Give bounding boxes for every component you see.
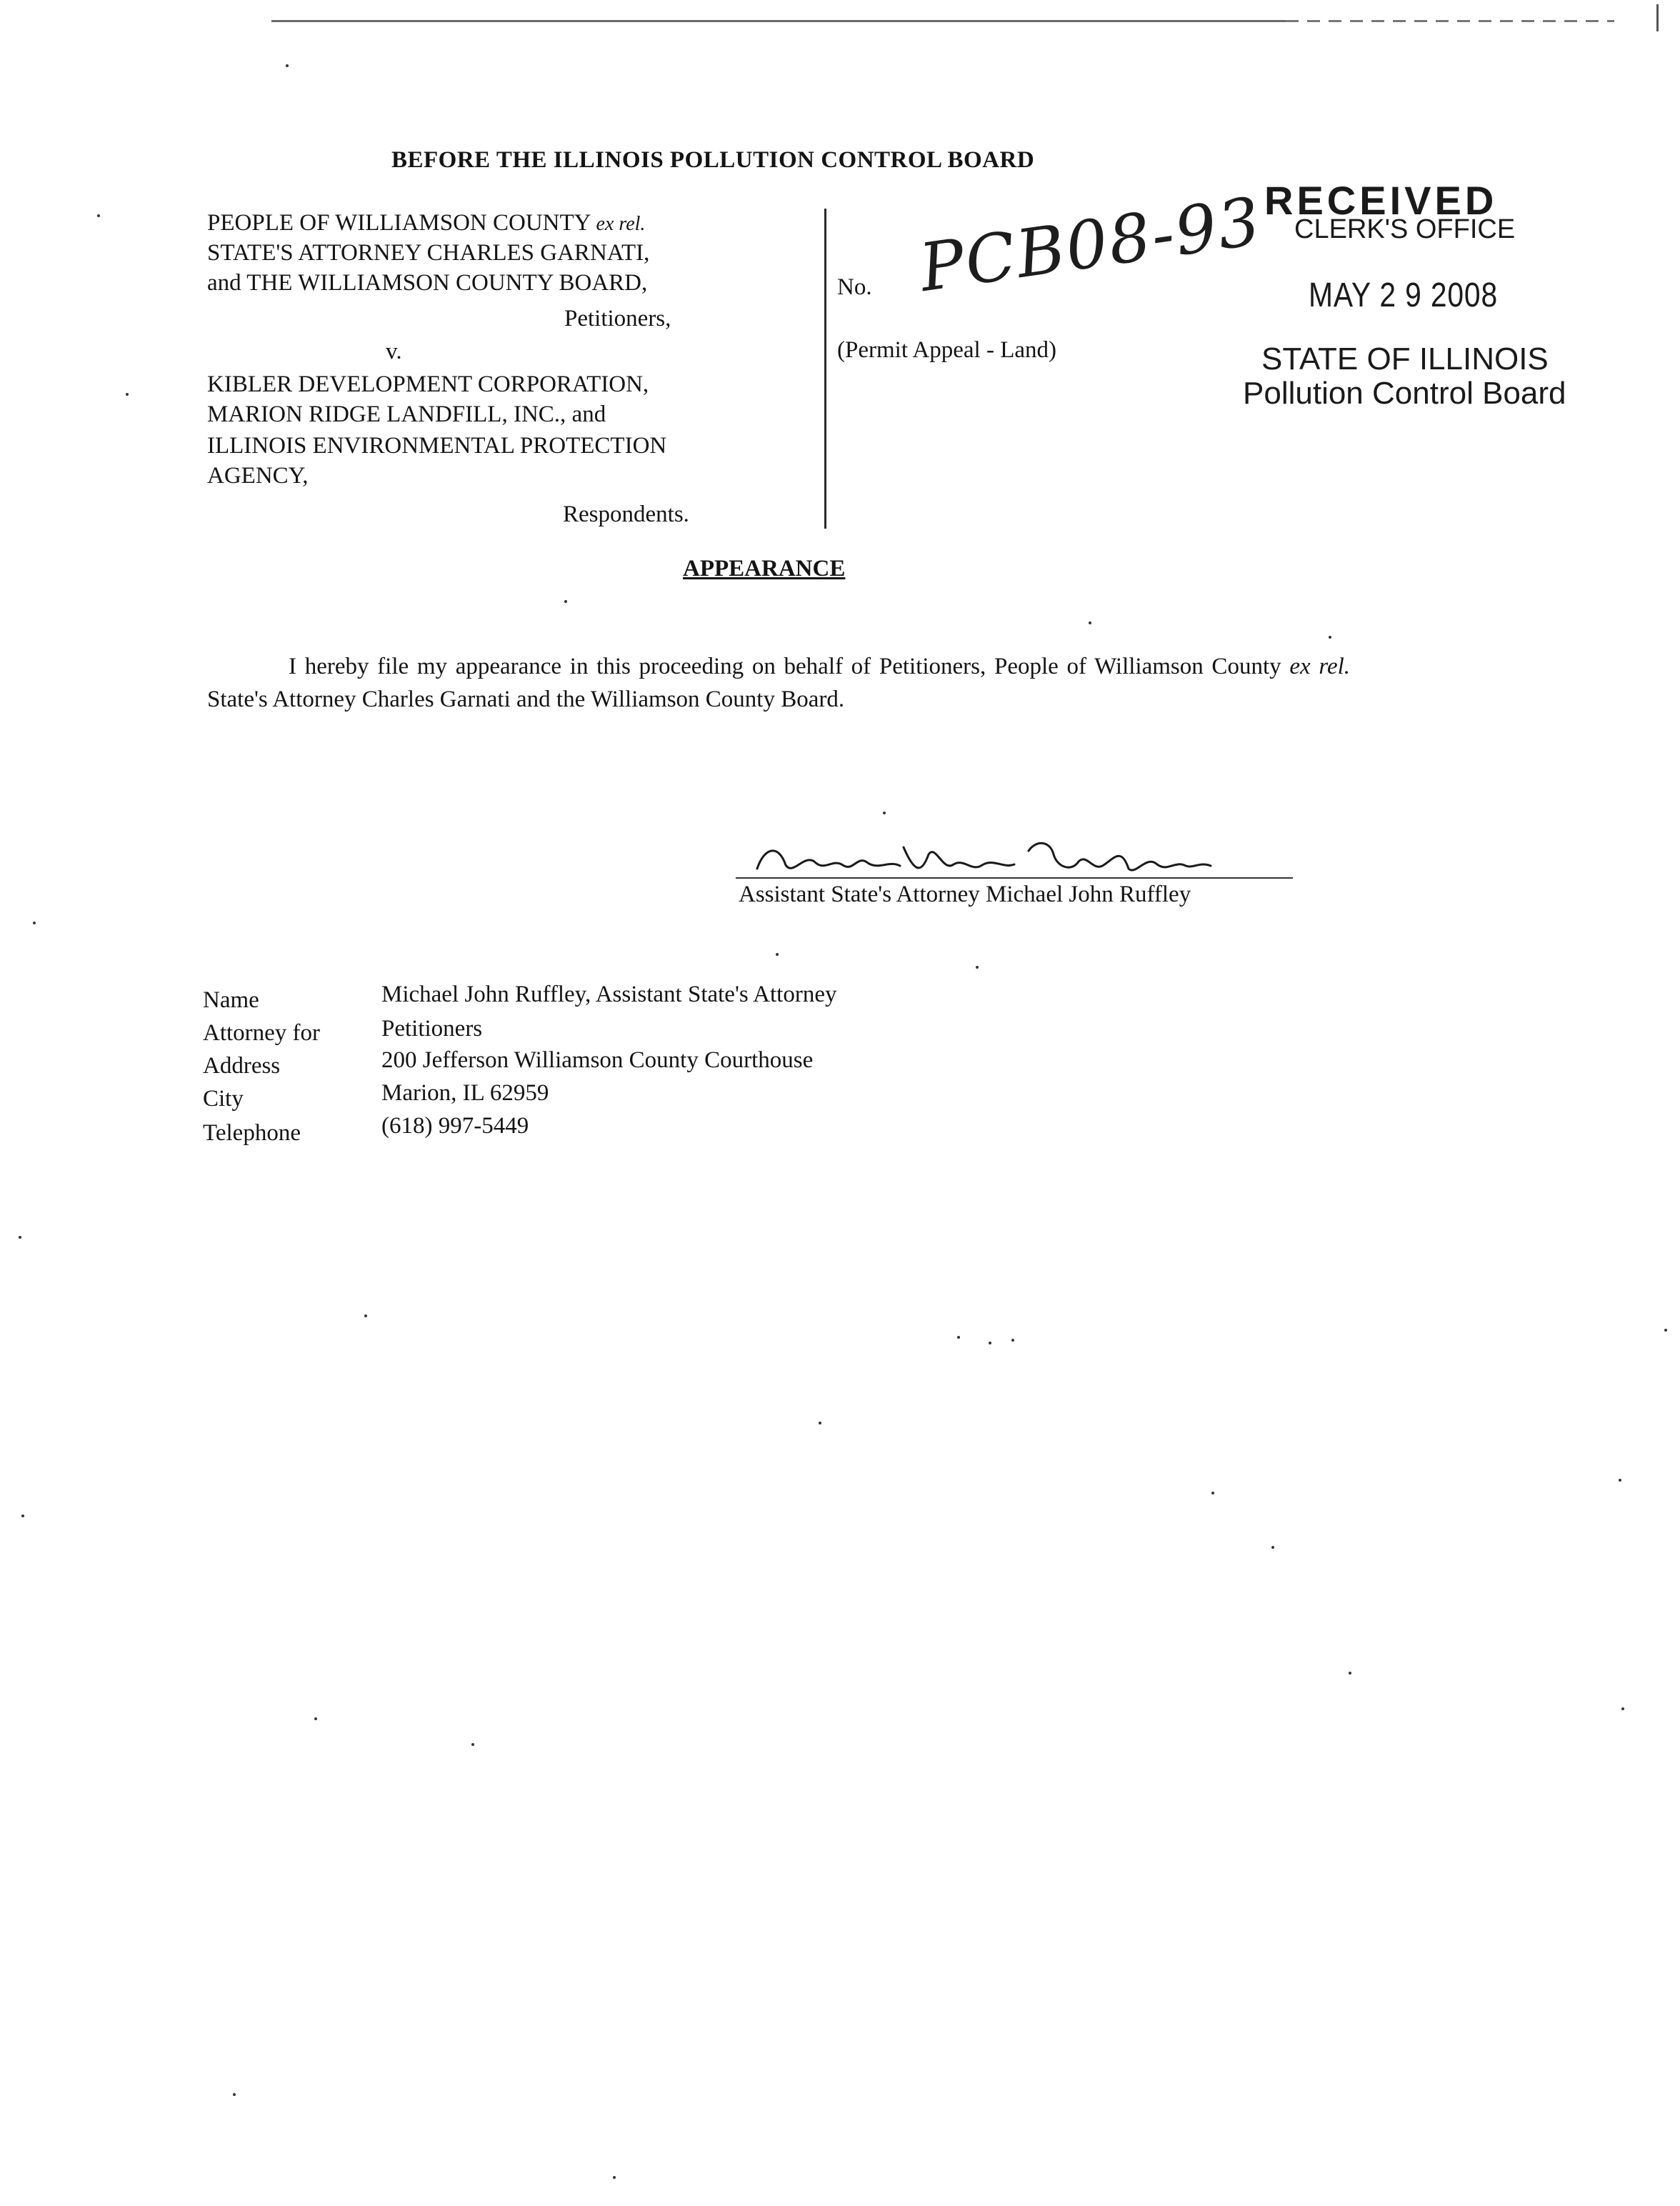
scan-speck — [613, 2176, 616, 2179]
petitioner-line-1 — [207, 209, 645, 239]
contact-value-telephone: (618) 997-5449 — [381, 1113, 529, 1139]
stamp-received: RECEIVED — [1264, 178, 1498, 223]
handwritten-signature — [736, 833, 1279, 883]
appearance-ex-rel: ex rel. — [1289, 654, 1351, 679]
respondent-line-1: KIBLER DEVELOPMENT CORPORATION, — [207, 371, 649, 397]
contact-value-attorney-for: Petitioners — [381, 1016, 483, 1042]
scan-speck — [957, 1336, 960, 1339]
petitioner-line-2: STATE'S ATTORNEY CHARLES GARNATI, — [207, 240, 650, 266]
contact-value-name: Michael John Ruffley, Assistant State's Attorney — [381, 982, 837, 1007]
case-number-label: No. — [837, 274, 872, 300]
scan-speck — [364, 1314, 367, 1317]
ex-rel-caption: ex rel. — [596, 213, 646, 235]
versus-label: v. — [386, 339, 402, 364]
stamp-clerks-office: CLERK'S OFFICE — [1294, 214, 1516, 244]
petitioner-line-1-text: PEOPLE OF WILLIAMSON COUNTY — [207, 210, 591, 236]
scan-speck — [1619, 1479, 1621, 1482]
scan-speck — [1664, 1329, 1667, 1332]
scan-speck — [564, 600, 567, 603]
respondent-line-3: ILLINOIS ENVIRONMENTAL PROTECTION — [207, 433, 667, 459]
scan-speck — [883, 812, 886, 814]
stamp-date: MAY 2 9 2008 — [1309, 276, 1499, 314]
stamp-board: Pollution Control Board — [1243, 376, 1566, 411]
respondents-label: Respondents. — [563, 501, 689, 527]
board-heading: BEFORE THE ILLINOIS POLLUTION CONTROL BOARD — [391, 147, 1035, 173]
appeal-type: (Permit Appeal - Land) — [837, 337, 1056, 363]
scan-speck — [19, 1236, 21, 1239]
scan-speck — [471, 1743, 474, 1746]
scan-speck — [1329, 636, 1331, 639]
signature-caption: Assistant State's Attorney Michael John Ruffley — [739, 882, 1191, 907]
scan-speck — [819, 1422, 821, 1424]
fax-edge-mark — [1656, 4, 1659, 31]
appearance-body-part2: State's Attorney Charles Garnati and the Williamson County Board. — [207, 687, 845, 712]
fax-top-line-dashed — [1286, 20, 1614, 22]
petitioner-line-3: and THE WILLIAMSON COUNTY BOARD, — [207, 270, 648, 296]
scan-speck — [233, 2093, 236, 2096]
respondent-line-2: MARION RIDGE LANDFILL, INC., and — [207, 401, 606, 427]
signature-line — [736, 877, 1293, 879]
contact-label-address: Address — [203, 1053, 281, 1079]
contact-label-city: City — [203, 1086, 244, 1112]
contact-value-city: Marion, IL 62959 — [381, 1080, 549, 1106]
scan-speck — [1089, 622, 1091, 624]
appearance-body-part1: I hereby file my appearance in this proceeding on behalf of Petitioners, People of Williamson County — [289, 654, 1281, 679]
fax-top-line — [271, 20, 1286, 22]
petitioners-label: Petitioners, — [564, 306, 671, 331]
contact-label-name: Name — [203, 987, 259, 1013]
contact-label-attorney-for: Attorney for — [203, 1020, 321, 1046]
scan-speck — [314, 1717, 317, 1720]
scan-speck — [1621, 1707, 1624, 1710]
appearance-title: APPEARANCE — [683, 556, 846, 582]
scan-speck — [1271, 1546, 1274, 1549]
scan-speck — [1211, 1492, 1214, 1494]
stamp-state: STATE OF ILLINOIS — [1261, 341, 1549, 376]
appearance-body — [207, 650, 1350, 716]
handwritten-case-number: PCB08-93 — [915, 183, 1266, 306]
contact-label-telephone: Telephone — [203, 1120, 301, 1146]
scan-speck — [989, 1342, 991, 1344]
scan-speck — [97, 214, 100, 217]
scan-speck — [286, 64, 289, 67]
scan-speck — [776, 953, 779, 956]
scan-speck — [1349, 1672, 1351, 1675]
scan-speck — [33, 922, 36, 924]
scan-speck — [126, 393, 129, 396]
respondent-line-4: AGENCY, — [207, 463, 309, 489]
scan-speck — [21, 1514, 24, 1517]
caption-divider — [824, 209, 826, 529]
contact-value-address: 200 Jefferson Williamson County Courthouse — [381, 1047, 814, 1073]
scan-speck — [1011, 1339, 1014, 1342]
scan-speck — [976, 966, 979, 969]
